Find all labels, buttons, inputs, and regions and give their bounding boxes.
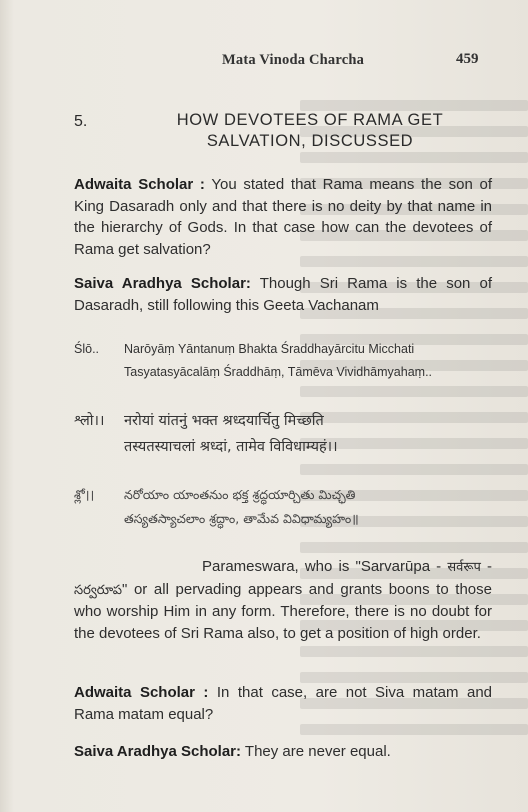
paragraph-text: Though Sri Rama is the son of Dasaradh, still following this Geeta Vachanam <box>74 275 493 314</box>
paragraph-saiva-answer <box>74 273 492 316</box>
sloka-line-1: నరోయాం యాంతనుం భక్త శ్రద్ధయార్చితు మిచ్ఛతి <box>124 487 356 502</box>
section-number: 5. <box>74 113 88 130</box>
sloka-line-2: तस्यतस्याचलां श्रध्दां, तामेव विविधाम्यहं।। <box>124 439 338 455</box>
sloka-telugu <box>74 483 504 531</box>
sloka-line-1: नरोयां यांतनुं भक्त श्रध्दयार्चितु मिच्छति <box>124 413 324 429</box>
section-title <box>130 110 490 152</box>
devanagari-word: सर्वरूप <box>447 560 481 575</box>
sloka-line-2: తస్యతస్యాచలాం శ్రద్ధాం, తామేవ వివిధామ్యహం॥ <box>124 511 359 526</box>
sloka-line-1: Narōyāṃ Yāntanuṃ Bhakta Śraddhayārcitu Micchati <box>124 342 415 356</box>
paragraph-text-c: " or all pervading appears and grants boons to those who worship Him in any form. Therefore, there is no doubt for the devotees of Sri Rama also, to get a position of high order. <box>74 580 492 642</box>
paragraph-adwaita-question-2 <box>74 682 492 725</box>
page-number: 459 <box>456 51 479 67</box>
speaker-label: Saiva Aradhya Scholar: <box>74 275 251 292</box>
speaker-label: Saiva Aradhya Scholar: <box>74 743 242 760</box>
paragraph-text: They are never equal. <box>241 743 391 760</box>
paragraph-adwaita-question <box>74 174 492 260</box>
paragraph-text: In that case, are not Siva matam and Rama matam equal? <box>74 684 493 723</box>
sloka-devanagari <box>74 408 504 460</box>
section-title-line-2: SALVATION, DISCUSSED <box>206 132 414 150</box>
sloka-label: శ్లో।। <box>74 487 95 502</box>
speaker-label: Adwaita Scholar : <box>74 684 209 701</box>
paragraph-parameswara <box>74 556 492 644</box>
sloka-transliteration <box>74 338 504 384</box>
paragraph-text-a: Parameswara, who is "Sarvarūpa - <box>202 558 448 575</box>
running-header-title: Mata Vinoda Charcha <box>222 52 365 68</box>
sloka-label: Ślō.. <box>74 342 100 356</box>
section-title-line-1: HOW DEVOTEES OF RAMA GET <box>176 111 444 129</box>
paragraph-text-b: - <box>480 558 492 575</box>
sloka-label: श्लो।। <box>74 413 105 429</box>
speaker-label: Adwaita Scholar : <box>74 176 205 193</box>
paragraph-text: You stated that Rama means the son of King Dasaradh only and that there is no deity by that name in the hierarchy of Gods. In that case how can the devotees of Rama get salvation? <box>74 176 493 258</box>
telugu-word: సర్వరూప <box>74 582 123 598</box>
sloka-line-2: Tasyatasyācalāṃ Śraddhāṃ, Tāmēva Vividhāmyahaṃ.. <box>124 365 433 379</box>
paragraph-saiva-answer-2 <box>74 741 492 763</box>
